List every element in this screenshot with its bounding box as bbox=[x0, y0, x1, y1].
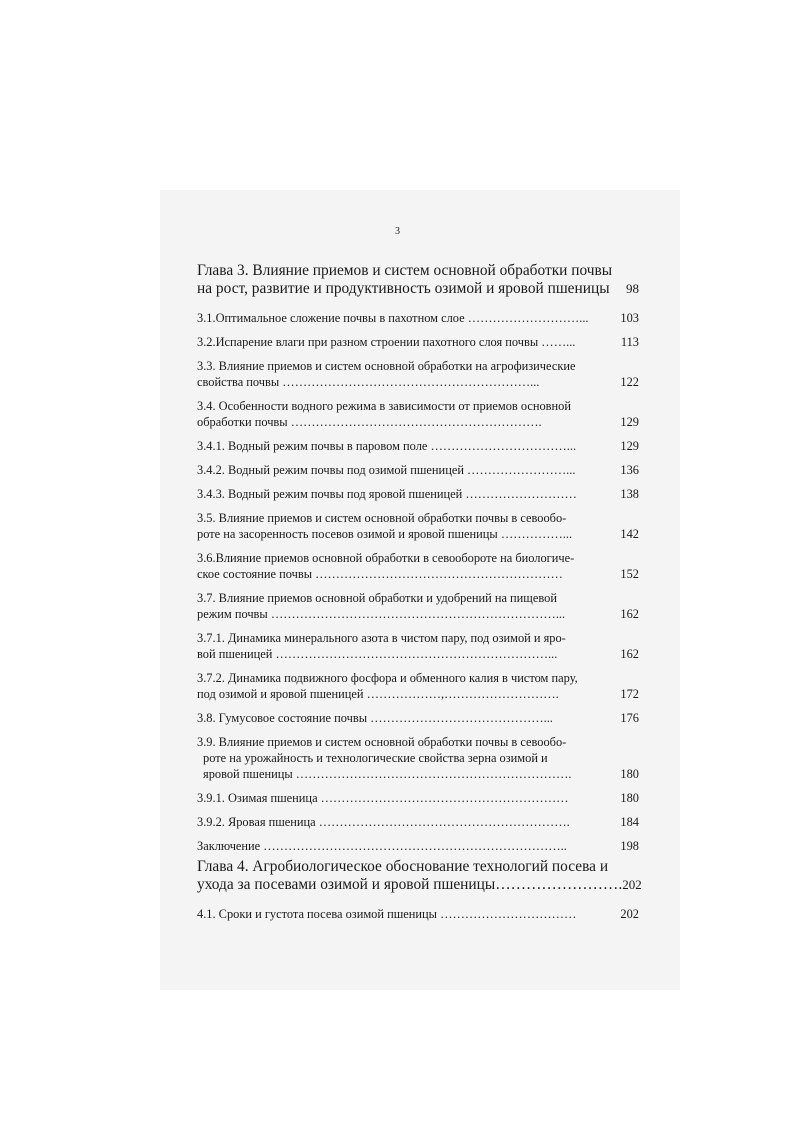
toc-entry-page: 180 bbox=[620, 767, 639, 781]
toc-entry-page: 122 bbox=[620, 375, 639, 389]
toc-entry-page: 113 bbox=[620, 335, 639, 349]
toc-entry bbox=[197, 670, 639, 702]
toc-entry-page: 129 bbox=[620, 439, 639, 453]
toc-entry-chapter-4 bbox=[197, 858, 642, 894]
toc-entry-line: 3.7.2. Динамика подвижного фосфора и обменного калия в чистом пару, bbox=[197, 671, 578, 685]
toc-entry-title bbox=[197, 590, 605, 622]
toc-entry-title bbox=[197, 510, 605, 542]
toc-entry bbox=[197, 310, 639, 326]
toc-entry-line: 3.4.2. Водный режим почвы под озимой пшеницей ……………………... bbox=[197, 463, 576, 477]
toc-entry-chapter-3 bbox=[197, 262, 639, 298]
toc-entry-page: 184 bbox=[620, 815, 639, 829]
toc-entry-line: 3.2.Испарение влаги при разном строении пахотного слоя почвы ……... bbox=[197, 335, 576, 349]
toc-entry bbox=[197, 510, 639, 542]
toc-entry-page: 172 bbox=[620, 687, 639, 701]
toc-entry-line: 3.7.1. Динамика минерального азота в чистом пару, под озимой и яро- bbox=[197, 631, 566, 645]
toc-entry-title bbox=[197, 486, 605, 502]
toc-entry bbox=[197, 790, 639, 806]
toc-entry bbox=[197, 906, 639, 922]
toc-entry-line: Заключение ……………………………………………………………….. bbox=[197, 839, 567, 853]
toc-entry-line: роте на засоренность посевов озимой и яровой пшеницы ……………... bbox=[197, 527, 573, 541]
toc-entry-line: 3.9. Влияние приемов и систем основной обработки почвы в севообо- bbox=[197, 735, 567, 749]
toc-entry-title bbox=[197, 310, 605, 326]
toc-entry-title bbox=[197, 438, 605, 454]
toc-entry-line: 3.7. Влияние приемов основной обработки и удобрений на пищевой bbox=[197, 591, 557, 605]
toc-entry-title bbox=[197, 790, 605, 806]
toc-entry-page: 180 bbox=[620, 791, 639, 805]
table-of-contents bbox=[197, 262, 642, 930]
toc-entry-line: яровой пшеницы …………………………………………………………. bbox=[203, 767, 572, 781]
toc-entry-line: 3.3. Влияние приемов и систем основной обработки на агрофизические bbox=[197, 359, 576, 373]
toc-entry-line: обработки почвы ……………………………………………………. bbox=[197, 415, 542, 429]
toc-entry-page: 152 bbox=[620, 567, 639, 581]
toc-entry-title bbox=[197, 858, 622, 894]
toc-entry bbox=[197, 814, 639, 830]
toc-entry bbox=[197, 734, 639, 782]
toc-entry-line: 3.4.1. Водный режим почвы в паровом поле ……………………………... bbox=[197, 439, 577, 453]
toc-entry-line: свойства почвы ……………………………………………………... bbox=[197, 375, 540, 389]
toc-entry-line: 3.4. Особенности водного режима в зависимости от приемов основной bbox=[197, 399, 571, 413]
toc-entry-page: 98 bbox=[626, 281, 639, 296]
toc-entry-page: 176 bbox=[620, 711, 639, 725]
toc-entry-page: 142 bbox=[620, 527, 639, 541]
toc-entry bbox=[197, 710, 639, 726]
toc-entry-title bbox=[197, 814, 605, 830]
toc-entry-page: 198 bbox=[620, 839, 639, 853]
toc-entry-line: 3.9.1. Озимая пшеница …………………………………………………… bbox=[197, 791, 569, 805]
toc-entry-page: 138 bbox=[620, 487, 639, 501]
toc-entry-line: под озимой и яровой пшеницей ………………,………………………. bbox=[197, 687, 559, 701]
toc-entry bbox=[197, 630, 639, 662]
toc-entry-page: 103 bbox=[620, 311, 639, 325]
toc-entry bbox=[197, 358, 639, 390]
toc-entry-title bbox=[197, 630, 605, 662]
toc-entry-line: ухода за посевами озимой и яровой пшеницы……………………. bbox=[197, 876, 623, 893]
toc-entry bbox=[197, 398, 639, 430]
toc-entry-title bbox=[197, 734, 605, 782]
toc-entry bbox=[197, 462, 639, 478]
toc-entry bbox=[197, 486, 639, 502]
toc-entry-page: 129 bbox=[620, 415, 639, 429]
toc-entry-page: 162 bbox=[620, 607, 639, 621]
toc-entry-line: вой пшеницей …………………………………………………………... bbox=[197, 647, 558, 661]
toc-entry-title bbox=[197, 670, 605, 702]
toc-entry-title bbox=[197, 358, 605, 390]
toc-entry bbox=[197, 438, 639, 454]
page-number: 3 bbox=[395, 226, 400, 237]
toc-entry bbox=[197, 550, 639, 582]
toc-entry-line: 3.4.3. Водный режим почвы под яровой пшеницей ……………………… bbox=[197, 487, 577, 501]
toc-entry-line: ское состояние почвы …………………………………………………… bbox=[197, 567, 563, 581]
toc-entry-line: режим почвы ……………………………………………………………... bbox=[197, 607, 566, 621]
toc-entry-line: на рост, развитие и продуктивность озимой и яровой пшеницы bbox=[197, 280, 610, 297]
toc-entry-title bbox=[197, 710, 605, 726]
toc-entry-line: 3.5. Влияние приемов и систем основной обработки почвы в севообо- bbox=[197, 511, 567, 525]
toc-entry-line: Глава 4. Агробиологическое обоснование технологий посева и bbox=[197, 858, 609, 875]
toc-entry-title bbox=[197, 262, 612, 298]
toc-entry-title bbox=[197, 550, 605, 582]
toc-entry-line: 3.1.Оптимальное сложение почвы в пахотном слое ………………………... bbox=[197, 311, 589, 325]
toc-entry-line: 3.9.2. Яровая пшеница ……………………………………………………. bbox=[197, 815, 570, 829]
toc-entry-page: 136 bbox=[620, 463, 639, 477]
toc-entry-title bbox=[197, 838, 605, 854]
toc-entry-title bbox=[197, 462, 605, 478]
toc-entry-line: 3.8. Гумусовое состояние почвы ……………………………………... bbox=[197, 711, 553, 725]
toc-entry bbox=[197, 590, 639, 622]
toc-entry-line: 3.6.Влияние приемов основной обработки в севообороте на биологиче- bbox=[197, 551, 575, 565]
toc-entry-line: роте на урожайность и технологические свойства зерна озимой и bbox=[203, 751, 548, 765]
toc-entry-page: 202 bbox=[620, 907, 639, 921]
toc-entry bbox=[197, 838, 639, 854]
toc-entry-page: 202 bbox=[622, 877, 642, 892]
toc-entry-page: 162 bbox=[620, 647, 639, 661]
toc-entry-line: Глава 3. Влияние приемов и систем основной обработки почвы bbox=[197, 262, 613, 279]
toc-entry-title bbox=[197, 334, 605, 350]
toc-entry-title bbox=[197, 906, 605, 922]
toc-entry-title bbox=[197, 398, 605, 430]
toc-entry-line: 4.1. Сроки и густота посева озимой пшеницы …………………………… bbox=[197, 907, 577, 921]
toc-entry bbox=[197, 334, 639, 350]
